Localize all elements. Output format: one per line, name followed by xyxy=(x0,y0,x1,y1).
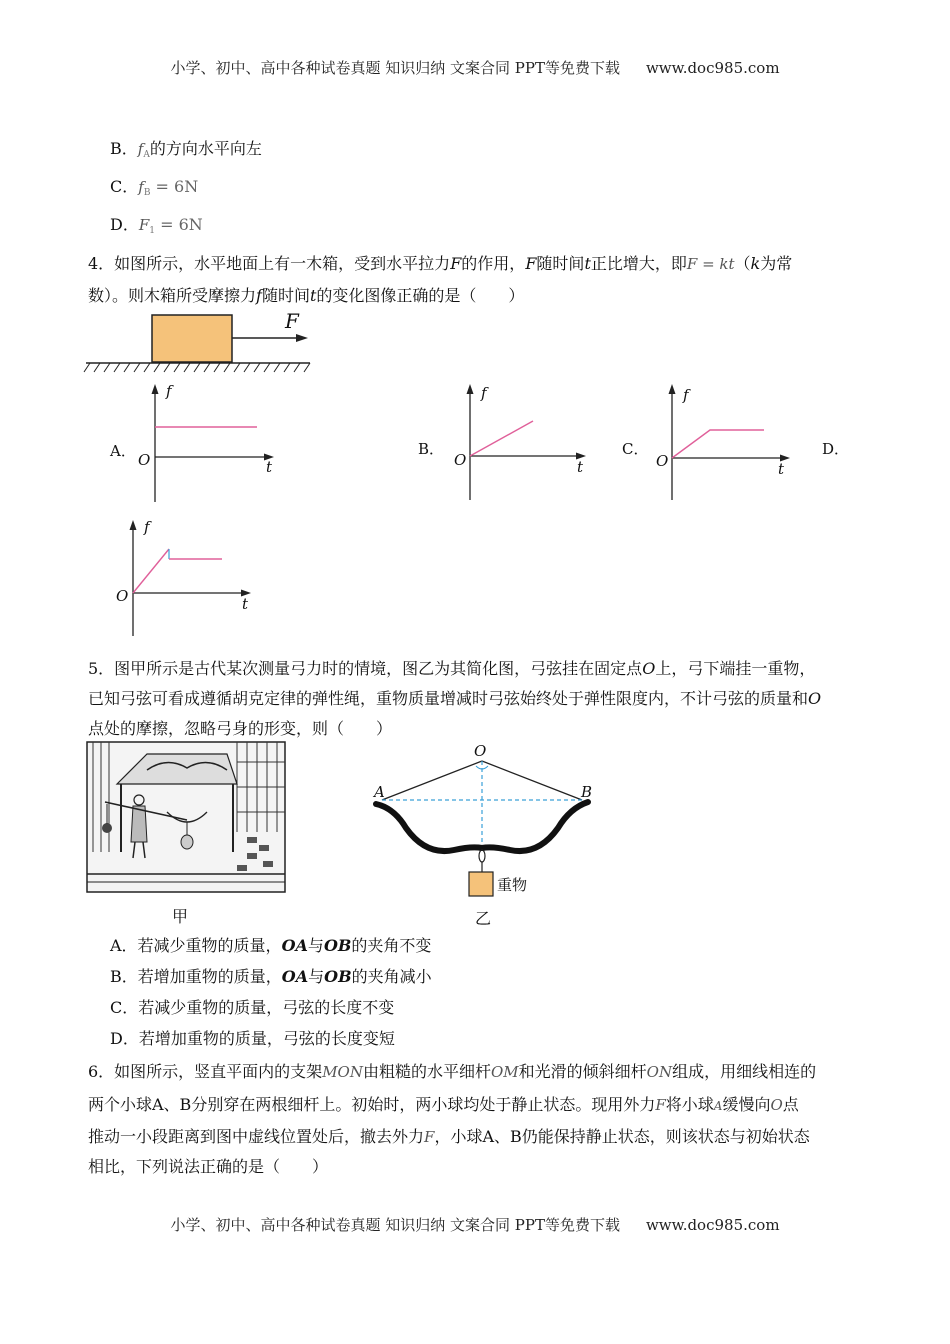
q6-stem-line2: 两个小球A、B分别穿在两根细杆上。初始时，两小球均处于静止状态。现用外力F将小球A缓慢向O点 xyxy=(88,1095,799,1114)
q4-stem-line1: 4．如图所示，水平地面上有一木箱，受到水平拉力F的作用，F随时间t正比增大，即F = kt（k为常 xyxy=(88,254,793,273)
graph-b-label: B． xyxy=(418,440,445,458)
graph-b-origin: O xyxy=(454,451,467,469)
q5-option-c: C．若减少重物的质量，弓弦的长度不变 xyxy=(110,998,395,1017)
graph-a-origin: O xyxy=(138,451,151,469)
graph-d-y-label: f xyxy=(144,518,150,536)
graph-c xyxy=(657,380,797,505)
graph-c-origin: O xyxy=(656,452,669,470)
q6-stem-line3: 推动一小段距离到图中虚线位置处后，撤去外力F，小球A、B仍能保持静止状态，则该状态与初始状态 xyxy=(88,1127,810,1146)
page-footer xyxy=(0,1214,950,1235)
graph-d-curve xyxy=(133,549,169,593)
graph-a-y-label: f xyxy=(166,382,172,400)
graph-c-x-label: t xyxy=(778,460,785,478)
graph-b-y-label: f xyxy=(481,384,487,402)
graph-d-label: D． xyxy=(822,440,850,458)
force-label: F xyxy=(285,309,299,333)
point-b-label: B xyxy=(581,783,593,801)
q6-stem-line4: 相比，下列说法正确的是（ ） xyxy=(88,1157,329,1176)
q5-option-a: A．若减少重物的质量，OA与OB的夹角不变 xyxy=(110,936,432,955)
graph-a xyxy=(140,380,280,510)
graph-c-y-label: f xyxy=(683,386,689,404)
weight-box xyxy=(469,872,493,896)
ground-hatch xyxy=(84,363,310,372)
figure-jia-caption: 甲 xyxy=(172,907,189,926)
q6-stem-line1: 6．如图所示，竖直平面内的支架MON由粗糙的水平细杆OM和光滑的倾斜细杆ON组成，用细线相连的 xyxy=(88,1062,817,1081)
q3-option-d: D．$F_1 = 6N$ xyxy=(110,215,203,236)
q5-stem-line2: 已知弓弦可看成遵循胡克定律的弹性绳，重物质量增减时弓弦始终处于弹性限度内，不计弓弦的质量和O xyxy=(88,689,822,708)
graph-d xyxy=(118,516,258,641)
force-arrow-head xyxy=(296,334,308,342)
point-a-label: A xyxy=(374,783,385,801)
graph-a-x-label: t xyxy=(266,458,273,476)
graph-c-label: C． xyxy=(622,440,649,458)
graph-d-x-label: t xyxy=(242,595,249,613)
q3-option-c: C．$f_B = 6N$ xyxy=(110,177,199,198)
graph-a-label: A． xyxy=(110,442,136,460)
figure-yi-caption: 乙 xyxy=(475,909,492,928)
point-o-label: O xyxy=(474,742,487,760)
weight-label: 重物 xyxy=(497,876,528,894)
graph-b-curve xyxy=(470,421,533,456)
bow-diagram xyxy=(368,744,608,904)
q3-option-b: B．$f_A$的方向水平向左 xyxy=(110,139,262,160)
q5-stem-line3: 点处的摩擦，忽略弓身的形变，则（ ） xyxy=(88,719,393,738)
graph-d-origin: O xyxy=(116,587,129,605)
header-url: www.doc985.com xyxy=(645,59,780,77)
footer-url: www.doc985.com xyxy=(645,1216,780,1234)
graph-b-x-label: t xyxy=(577,458,584,476)
q4-box-diagram xyxy=(86,308,316,378)
graph-c-curve xyxy=(672,430,764,458)
graph-b xyxy=(455,380,595,505)
q4-stem-line2: 数）。则木箱所受摩擦力f随时间t的变化图像正确的是（ ） xyxy=(88,286,525,305)
q5-option-b: B．若增加重物的质量，OA与OB的夹角减小 xyxy=(110,967,432,986)
footer-text: 小学、初中、高中各种试卷真题 知识归纳 文案合同 PPT等免费下载 xyxy=(170,1216,620,1234)
page-header xyxy=(0,57,950,78)
historical-illustration xyxy=(87,742,285,892)
wooden-box xyxy=(152,315,232,362)
q5-stem-line1: 5．图甲所示是古代某次测量弓力时的情境，图乙为其简化图，弓弦挂在固定点O上，弓下端挂一重物， xyxy=(88,659,816,678)
q5-option-d: D．若增加重物的质量，弓弦的长度变短 xyxy=(110,1029,395,1048)
header-text: 小学、初中、高中各种试卷真题 知识归纳 文案合同 PPT等免费下载 xyxy=(170,59,620,77)
